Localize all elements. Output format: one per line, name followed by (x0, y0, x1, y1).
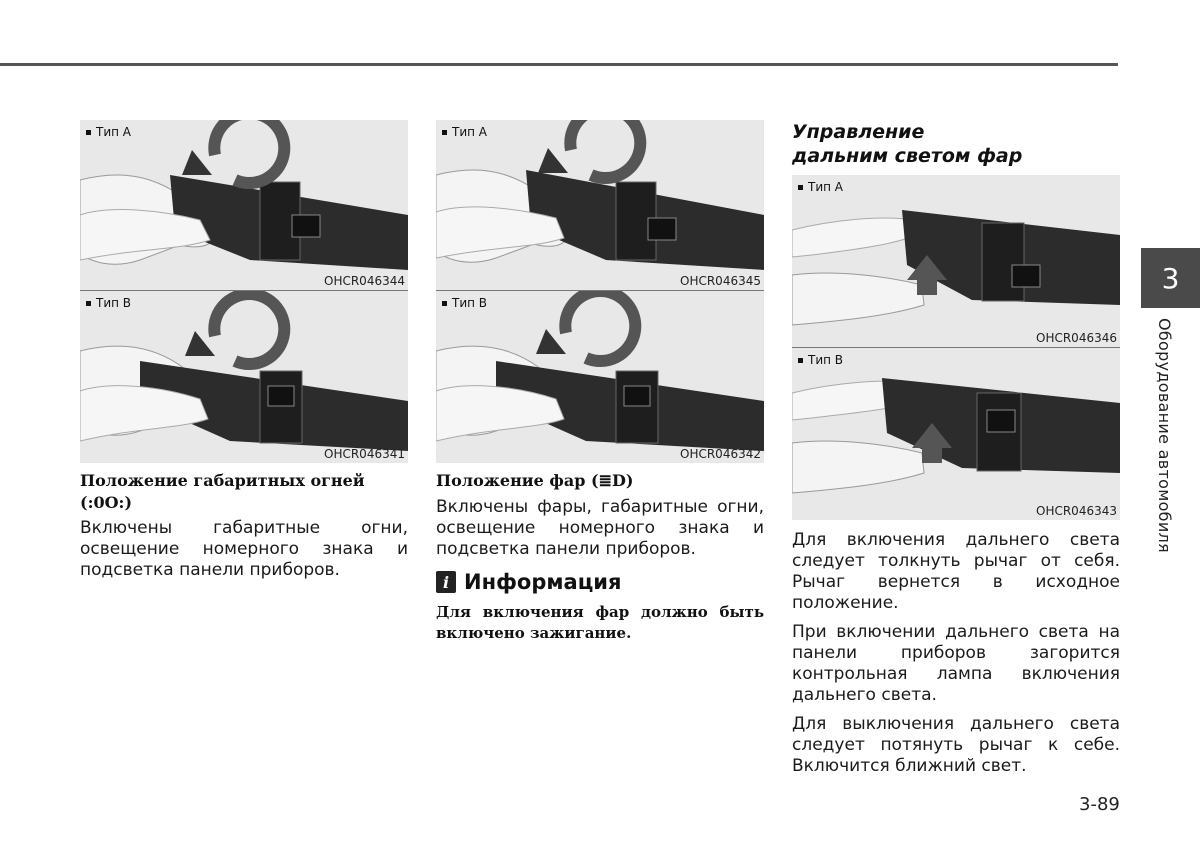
parking-light-icon: (:0O:) (80, 493, 133, 512)
col2-heading: Положение фар (≣D) (436, 471, 634, 490)
figure-tag: Тип А (86, 125, 131, 139)
figure-code: OHCR046342 (680, 447, 761, 461)
figure-col1-type-a (80, 120, 408, 290)
headlight-icon: (≣D) (590, 471, 634, 490)
figure-code: OHCR046346 (1036, 331, 1117, 345)
stalk-illustration (792, 348, 1120, 520)
figure-tag: Тип В (798, 353, 843, 367)
col1-heading: Положение габаритных огней (:0O:) (80, 471, 365, 512)
figure-code: OHCR046344 (324, 274, 405, 288)
chapter-tab: 3 (1141, 248, 1200, 308)
figure-code: OHCR046341 (324, 447, 405, 461)
figure-code: OHCR046345 (680, 274, 761, 288)
info-icon: i (436, 571, 456, 593)
stalk-illustration (80, 291, 408, 463)
page-number: 3-89 (1079, 794, 1120, 815)
section-title: Управление дальним светом фар (792, 121, 1023, 167)
figure-tag: Тип В (86, 296, 131, 310)
stalk-illustration (792, 175, 1120, 347)
info-text: Для включения фар должно быть включено зажигание. (436, 603, 764, 642)
figure-col3-type-b (792, 348, 1120, 520)
figure-tag: Тип В (442, 296, 487, 310)
stalk-illustration (436, 120, 764, 290)
figure-tag: Тип А (442, 125, 487, 139)
info-heading: i Информация (436, 570, 621, 594)
figure-col1-type-b (80, 291, 408, 463)
figure-code: OHCR046343 (1036, 504, 1117, 518)
chapter-title: Оборудование автомобиля (1155, 318, 1174, 553)
stalk-illustration (436, 291, 764, 463)
figure-col2-type-b (436, 291, 764, 463)
figure-col2-type-a (436, 120, 764, 290)
stalk-illustration (80, 120, 408, 290)
header-rule (0, 63, 1118, 66)
col1-body: Включены габаритные огни, освещение номерного знака и подсветка панели приборов. (80, 518, 408, 580)
figure-tag: Тип А (798, 180, 843, 194)
figure-col3-type-a (792, 175, 1120, 347)
col2-body: Включены фары, габаритные огни, освещение номерного знака и подсветка панели приборов. (436, 497, 764, 559)
col3-body: Для включения дальнего света следует толкнуть рычаг от себя. Рычаг вернется в исходное положение. При включении дальнего света на панели приборов загорится контрольная лампа включения дальнего света. Для выключения дальнего света следует потянуть рычаг к себе. Включится ближний свет. (792, 530, 1120, 776)
